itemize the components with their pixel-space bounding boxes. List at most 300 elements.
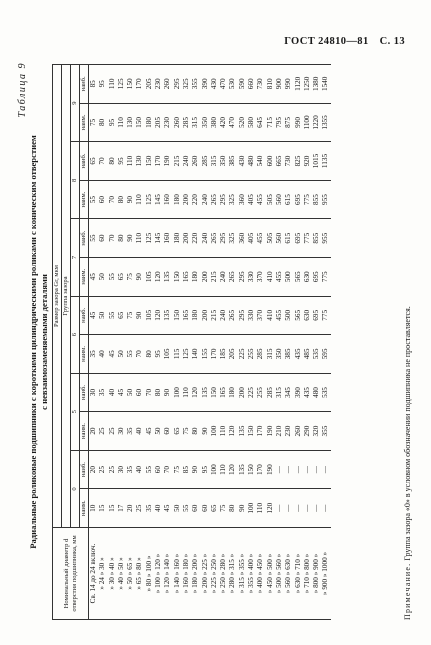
value-cell: 40 (135, 450, 144, 489)
value-cell: 185 (219, 335, 228, 374)
naim-header: наим. (80, 489, 89, 528)
value-cell: 565 (294, 296, 303, 335)
diameter-cell: » 50 » 65 » (126, 528, 135, 620)
value-cell: 990 (284, 65, 293, 104)
value-cell: 160 (163, 219, 172, 258)
value-cell: 190 (163, 142, 172, 181)
value-cell: 25 (108, 450, 117, 489)
value-cell: 240 (182, 142, 191, 181)
diameter-cell: » 900 » 1000 » (321, 528, 330, 620)
value-cell: 150 (173, 296, 182, 335)
value-cell: 110 (135, 219, 144, 258)
diameter-cell: » 140 » 160 » (173, 528, 182, 620)
value-cell: 150 (247, 450, 256, 489)
value-cell: 900 (275, 65, 284, 104)
value-cell: 95 (117, 142, 126, 181)
value-cell: 55 (89, 180, 99, 219)
value-cell: 230 (284, 412, 293, 451)
page-header (276, 36, 405, 47)
value-cell: 45 (117, 373, 126, 412)
diameter-cell: » 450 » 500 » (266, 528, 275, 620)
value-cell: 520 (238, 103, 247, 142)
value-cell: 160 (163, 180, 172, 219)
table-row (275, 65, 284, 620)
value-cell: 180 (145, 103, 154, 142)
value-cell: 795 (275, 103, 284, 142)
value-cell: 215 (173, 142, 182, 181)
value-cell: 1120 (294, 65, 303, 104)
value-cell: 530 (228, 65, 237, 104)
value-cell: 255 (256, 373, 265, 412)
naim-header: наим. (80, 335, 89, 374)
value-cell: 775 (303, 180, 312, 219)
value-cell: 40 (154, 489, 163, 528)
value-cell: 70 (108, 219, 117, 258)
value-cell: 80 (145, 335, 154, 374)
naib-header: наиб. (80, 142, 89, 181)
value-cell: 1250 (303, 65, 312, 104)
table-row (219, 65, 228, 620)
value-cell: 990 (294, 103, 303, 142)
value-cell: 565 (294, 257, 303, 296)
value-cell: 260 (173, 103, 182, 142)
value-cell: 810 (266, 65, 275, 104)
value-cell: 60 (163, 412, 172, 451)
naim-header: наим. (80, 180, 89, 219)
value-cell: 95 (98, 65, 107, 104)
value-cell: 65 (210, 489, 219, 528)
value-cell: 505 (266, 219, 275, 258)
value-cell: 240 (219, 296, 228, 335)
value-cell: 110 (108, 65, 117, 104)
value-cell: — (284, 450, 293, 489)
value-cell: 150 (173, 257, 182, 296)
value-cell: 775 (321, 296, 330, 335)
value-cell: 135 (163, 296, 172, 335)
value-cell: 355 (321, 412, 330, 451)
table-row (145, 65, 154, 620)
diameter-cell: » 180 » 200 » (191, 528, 200, 620)
value-cell: 80 (98, 103, 107, 142)
value-cell: 470 (219, 65, 228, 104)
diameter-cell: » 65 » 80 » (135, 528, 144, 620)
table-row (126, 65, 135, 620)
value-cell: 285 (266, 373, 275, 412)
value-cell: 955 (321, 180, 330, 219)
rotated-table-area (15, 60, 415, 620)
value-cell: 1540 (321, 65, 330, 104)
value-cell: 135 (201, 373, 210, 412)
value-cell: 90 (238, 489, 247, 528)
value-cell: 150 (135, 103, 144, 142)
value-cell: 875 (284, 103, 293, 142)
value-cell: 90 (163, 373, 172, 412)
value-cell: 60 (201, 489, 210, 528)
value-cell: 615 (284, 219, 293, 258)
value-cell: 85 (89, 65, 99, 104)
value-cell: 25 (98, 412, 107, 451)
value-cell: 535 (321, 373, 330, 412)
value-cell: 1355 (321, 103, 330, 142)
table-row (89, 65, 99, 620)
value-cell: 65 (173, 412, 182, 451)
value-cell: 255 (247, 335, 256, 374)
value-cell: 20 (126, 489, 135, 528)
value-cell: 380 (210, 103, 219, 142)
value-cell: 110 (256, 489, 265, 528)
value-cell: 65 (117, 257, 126, 296)
value-cell: 170 (256, 450, 265, 489)
value-cell: 170 (135, 65, 144, 104)
value-cell: 500 (284, 296, 293, 335)
value-cell: — (294, 489, 303, 528)
value-cell: 110 (126, 142, 135, 181)
value-cell: 135 (238, 412, 247, 451)
value-cell: 260 (294, 412, 303, 451)
value-cell: 50 (98, 257, 107, 296)
value-cell: 315 (191, 103, 200, 142)
value-cell: 130 (126, 103, 135, 142)
value-cell: 775 (321, 257, 330, 296)
value-cell: 240 (201, 219, 210, 258)
value-cell: 645 (256, 103, 265, 142)
standard-code: ГОСТ 24810—81 (284, 36, 369, 47)
value-cell: 455 (256, 180, 265, 219)
group-header-0: 0 (71, 450, 80, 527)
value-cell: 110 (135, 180, 144, 219)
diameter-cell: » 560 » 630 » (284, 528, 293, 620)
value-cell: 40 (98, 335, 107, 374)
value-cell: 35 (145, 489, 154, 528)
value-cell: 315 (275, 373, 284, 412)
value-cell: 200 (201, 296, 210, 335)
naib-header: наиб. (80, 373, 89, 412)
value-cell: 75 (173, 450, 182, 489)
value-cell: 825 (294, 142, 303, 181)
value-cell: 45 (89, 296, 99, 335)
value-cell: 955 (321, 219, 330, 258)
value-cell: 80 (191, 412, 200, 451)
value-cell: 385 (228, 142, 237, 181)
value-cell: 265 (228, 296, 237, 335)
value-cell: 390 (294, 373, 303, 412)
value-cell: 320 (312, 412, 321, 451)
value-cell: 80 (228, 489, 237, 528)
diameter-cell: » 200 » 225 » (201, 528, 210, 620)
naim-header: наим. (80, 257, 89, 296)
group-header-6: 6 (71, 296, 80, 373)
value-cell: 150 (145, 142, 154, 181)
diameter-cell: » 30 » 40 » (108, 528, 117, 620)
value-cell: 120 (154, 296, 163, 335)
value-cell: 695 (312, 257, 321, 296)
value-cell: 15 (108, 489, 117, 528)
value-cell: 95 (201, 450, 210, 489)
naib-header: наиб. (80, 296, 89, 335)
value-cell: 145 (154, 219, 163, 258)
value-cell: 630 (303, 257, 312, 296)
value-cell: 55 (182, 489, 191, 528)
value-cell: 205 (228, 335, 237, 374)
value-cell: 190 (266, 450, 275, 489)
value-cell: 75 (126, 257, 135, 296)
value-cell: 410 (266, 296, 275, 335)
value-cell: 110 (117, 103, 126, 142)
value-cell: 45 (145, 412, 154, 451)
value-cell: 405 (247, 219, 256, 258)
naib-header: наиб. (80, 450, 89, 489)
value-cell: 10 (89, 489, 99, 528)
value-cell: 230 (163, 103, 172, 142)
value-cell: 90 (126, 180, 135, 219)
value-cell: 75 (126, 296, 135, 335)
value-cell: — (275, 450, 284, 489)
value-cell: 325 (182, 65, 191, 104)
value-cell: 1100 (303, 103, 312, 142)
value-cell: 110 (182, 373, 191, 412)
value-cell: 265 (210, 180, 219, 219)
value-cell: 135 (163, 257, 172, 296)
value-cell: 80 (117, 219, 126, 258)
value-cell: 470 (228, 103, 237, 142)
value-cell: 35 (126, 450, 135, 489)
value-cell: 200 (182, 180, 191, 219)
value-cell: 25 (108, 412, 117, 451)
group-header-8: 8 (71, 142, 80, 219)
diameter-cell: » 710 » 800 » (303, 528, 312, 620)
value-cell: 595 (321, 335, 330, 374)
value-cell: 295 (173, 65, 182, 104)
value-cell: 85 (182, 450, 191, 489)
value-cell: 225 (238, 335, 247, 374)
value-cell: 265 (210, 219, 219, 258)
value-cell: 95 (108, 103, 117, 142)
gap-group-header: Группа зазора (62, 65, 71, 528)
value-cell: 125 (117, 65, 126, 104)
value-cell: 180 (173, 180, 182, 219)
value-cell: 17 (117, 489, 126, 528)
value-cell: 200 (238, 373, 247, 412)
value-cell: 355 (191, 65, 200, 104)
table-row (163, 65, 172, 620)
page-number: С. 13 (379, 36, 405, 47)
value-cell: 80 (108, 142, 117, 181)
value-cell: 120 (191, 373, 200, 412)
value-cell: 330 (247, 257, 256, 296)
value-cell: 435 (294, 335, 303, 374)
value-cell: — (303, 489, 312, 528)
value-cell: 295 (238, 257, 247, 296)
naib-header: наиб. (80, 219, 89, 258)
gap-size-header: Размер зазора Gr, мкм (53, 65, 62, 528)
diameter-cell: » 225 » 250 » (210, 528, 219, 620)
value-cell: 285 (256, 335, 265, 374)
value-cell: 360 (238, 180, 247, 219)
value-cell: 100 (247, 489, 256, 528)
value-cell: 205 (145, 65, 154, 104)
naib-header: наиб. (80, 65, 89, 104)
note-label: Примечание. (403, 562, 412, 620)
value-cell: 20 (89, 412, 99, 451)
table-row (303, 65, 312, 620)
value-cell: 40 (135, 412, 144, 451)
value-cell: 225 (247, 373, 256, 412)
value-cell: 40 (108, 373, 117, 412)
value-cell: 180 (191, 296, 200, 335)
value-cell: 25 (135, 489, 144, 528)
value-cell: 695 (294, 180, 303, 219)
table-row (228, 65, 237, 620)
value-cell: 560 (275, 219, 284, 258)
value-cell: 405 (247, 180, 256, 219)
diameter-cell: » 400 » 450 » (256, 528, 265, 620)
value-cell: 455 (275, 257, 284, 296)
title-line-2: с невзаимозаменяемыми деталями (39, 274, 49, 410)
value-cell: — (275, 489, 284, 528)
value-cell: 170 (154, 142, 163, 181)
value-cell: 90 (126, 219, 135, 258)
value-cell: 55 (145, 450, 154, 489)
table-row (117, 65, 126, 620)
value-cell: 350 (219, 142, 228, 181)
value-cell: 695 (312, 296, 321, 335)
table-row (173, 65, 182, 620)
value-cell: 75 (219, 489, 228, 528)
group-header-5: 5 (71, 373, 80, 450)
value-cell: 1380 (312, 65, 321, 104)
diameter-cell: » 250 » 280 » (219, 528, 228, 620)
table-row (191, 65, 200, 620)
value-cell: 30 (117, 450, 126, 489)
value-cell: — (294, 450, 303, 489)
value-cell: 90 (191, 450, 200, 489)
value-cell: 410 (266, 257, 275, 296)
value-cell: 155 (201, 335, 210, 374)
value-cell: 90 (201, 412, 210, 451)
diameter-cell: » 24 » 30 » (98, 528, 107, 620)
value-cell: 260 (191, 142, 200, 181)
table-row (247, 65, 256, 620)
value-cell: 295 (238, 296, 247, 335)
value-cell: 50 (117, 335, 126, 374)
value-cell: 15 (98, 489, 107, 528)
value-cell: 180 (191, 257, 200, 296)
value-cell: 105 (145, 257, 154, 296)
value-cell: 200 (201, 257, 210, 296)
value-cell: — (312, 450, 321, 489)
value-cell: 105 (163, 335, 172, 374)
value-cell: 500 (284, 257, 293, 296)
value-cell: 135 (238, 450, 247, 489)
value-cell: 90 (135, 257, 144, 296)
value-cell: 665 (275, 142, 284, 181)
value-cell: 295 (219, 219, 228, 258)
value-cell: 1135 (321, 142, 330, 181)
value-cell: 165 (182, 296, 191, 335)
diameter-cell: » 40 » 50 » (117, 528, 126, 620)
value-cell: 370 (256, 257, 265, 296)
value-cell: 50 (126, 373, 135, 412)
diameter-header: Номинальный диаметр d отверстия подшипника, мм (53, 528, 89, 620)
value-cell: 715 (266, 103, 275, 142)
value-cell: 590 (238, 65, 247, 104)
value-cell: 295 (219, 180, 228, 219)
value-cell: 105 (145, 296, 154, 335)
value-cell: 430 (238, 142, 247, 181)
value-cell: 80 (117, 180, 126, 219)
table-row (98, 65, 107, 620)
diameter-cell: » 120 » 140 » (163, 528, 172, 620)
value-cell: 65 (117, 296, 126, 335)
value-cell: 120 (228, 450, 237, 489)
value-cell: 180 (173, 219, 182, 258)
value-cell: 230 (154, 65, 163, 104)
value-cell: 115 (173, 335, 182, 374)
value-cell: 70 (108, 180, 117, 219)
value-cell: 55 (89, 219, 99, 258)
value-cell: 330 (247, 296, 256, 335)
value-cell: 205 (154, 103, 163, 142)
value-cell: 285 (182, 103, 191, 142)
clearance-table (52, 64, 331, 620)
value-cell: 60 (135, 373, 144, 412)
value-cell: — (312, 489, 321, 528)
value-cell: 130 (135, 142, 144, 181)
value-cell: 695 (294, 219, 303, 258)
value-cell: 60 (98, 219, 107, 258)
value-cell: 60 (98, 180, 107, 219)
table-row (201, 65, 210, 620)
value-cell: 540 (256, 142, 265, 181)
value-cell: 55 (108, 257, 117, 296)
value-cell: 120 (228, 412, 237, 451)
table-row (182, 65, 191, 620)
value-cell: 165 (219, 373, 228, 412)
value-cell: 730 (284, 142, 293, 181)
value-cell: 1015 (312, 142, 321, 181)
table-row (238, 65, 247, 620)
table-number: Таблица 9 (17, 62, 28, 118)
table-row (135, 65, 144, 620)
value-cell: 35 (98, 373, 107, 412)
value-cell: — (321, 489, 330, 528)
value-cell: — (303, 450, 312, 489)
value-cell: 455 (275, 296, 284, 335)
diameter-cell: » 160 » 180 » (182, 528, 191, 620)
value-cell: 855 (312, 219, 321, 258)
value-cell: 920 (303, 142, 312, 181)
value-cell: 190 (266, 412, 275, 451)
value-cell: 660 (247, 65, 256, 104)
value-cell: 325 (228, 180, 237, 219)
value-cell: 65 (89, 142, 99, 181)
value-cell: 140 (191, 335, 200, 374)
value-cell: 855 (312, 180, 321, 219)
group-header-7: 7 (71, 219, 80, 296)
table-row (210, 65, 219, 620)
value-cell: 560 (275, 180, 284, 219)
value-cell: 730 (256, 65, 265, 104)
value-cell: 30 (117, 412, 126, 451)
value-cell: 45 (163, 489, 172, 528)
value-cell: 90 (135, 296, 144, 335)
naim-header: наим. (80, 103, 89, 142)
value-cell: 60 (191, 489, 200, 528)
value-cell: 505 (266, 180, 275, 219)
value-cell: 125 (182, 335, 191, 374)
table-row (154, 65, 163, 620)
value-cell: 315 (266, 335, 275, 374)
